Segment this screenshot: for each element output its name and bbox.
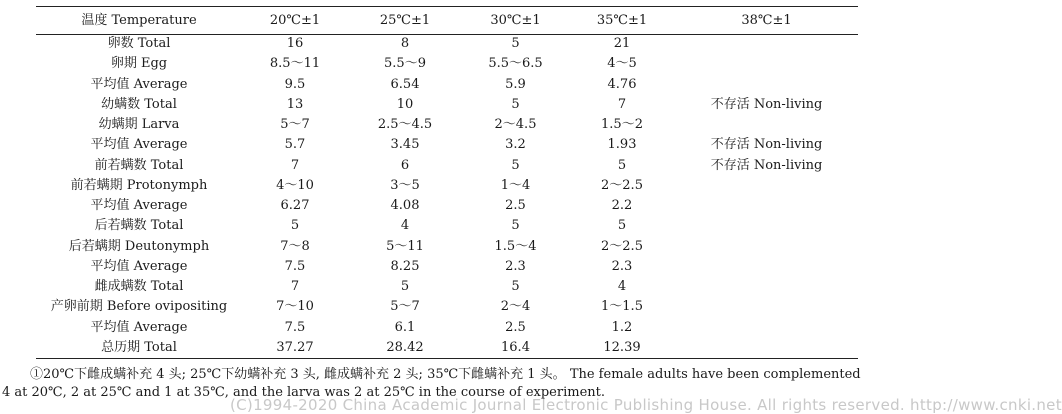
row-label: 雌成螨数 Total	[94, 279, 184, 294]
table-cell: 3.2	[505, 137, 526, 153]
table-cell: 28.42	[386, 339, 424, 355]
table-cell: 4～10	[276, 177, 314, 193]
table-cell: 2～4	[500, 299, 531, 315]
table-cell	[675, 196, 858, 216]
row-label: 平均值 Average	[90, 258, 188, 274]
table-cell	[675, 216, 858, 236]
table-cell: 1.93	[607, 137, 637, 153]
header-20c: 20℃±1	[269, 13, 321, 28]
table-cell	[675, 54, 858, 74]
table-row	[36, 75, 858, 95]
table-cell: 10	[396, 96, 414, 112]
table-cell: 1.5～2	[601, 117, 643, 132]
table-cell: 6.54	[390, 76, 420, 92]
row-label: 平均值 Average	[90, 137, 188, 153]
table-cell: 4	[400, 218, 410, 234]
row-label: 平均值 Average	[90, 198, 188, 213]
table-row	[36, 54, 858, 74]
table-cell: 6.27	[280, 198, 310, 213]
header-38c: 38℃±1	[741, 13, 792, 28]
row-label: 卵数 Total	[107, 36, 171, 51]
row-label: 后若螨期 Deutonymph	[68, 238, 210, 254]
table-bottom-rule	[36, 358, 858, 359]
table-cell: 5	[511, 279, 520, 294]
table-cell: 不存活 Non-living	[710, 157, 823, 173]
table-cell: 5	[511, 218, 520, 234]
table-row	[36, 156, 858, 176]
table-cell: 5.5～9	[384, 56, 426, 72]
footnote-line-1: ①20℃下雌成螨补充 4 头; 25℃下幼螨补充 3 头, 雌成螨补充 2 头; 35℃下雌螨补充 1 头。 The female adults have been complemented	[30, 367, 861, 382]
table-row	[36, 257, 858, 277]
table-cell: 4.76	[607, 76, 637, 92]
table-cell: 2.5	[505, 198, 526, 213]
table-cell: 4～5	[607, 56, 637, 72]
table-cell	[675, 257, 858, 277]
table-cell	[675, 277, 858, 297]
table-cell	[675, 176, 858, 196]
row-label: 幼螨期 Larva	[98, 117, 180, 132]
table-cell: 21	[613, 36, 631, 51]
table-cell: 5	[617, 157, 627, 173]
table-cell: 3～5	[390, 177, 420, 193]
table-cell: 16.4	[501, 339, 530, 355]
table-cell	[675, 75, 858, 95]
table-cell: 1.2	[611, 319, 633, 335]
header-temperature: 温度 Temperature	[81, 13, 197, 28]
table-cell: 5	[511, 96, 520, 112]
table-row	[36, 135, 858, 155]
table-body	[36, 34, 858, 358]
table-cell: 6	[400, 157, 410, 173]
row-label: 前若螨数 Total	[94, 157, 184, 173]
table-cell: 7	[617, 96, 627, 112]
header-30c: 30℃±1	[490, 13, 541, 28]
table-cell: 16	[286, 36, 304, 51]
table-cell: 2.3	[505, 258, 526, 274]
table-cell: 3.45	[390, 137, 420, 153]
table-cell: 7～10	[276, 299, 314, 315]
table-cell: 5～11	[386, 238, 424, 254]
table-cell: 7～8	[280, 238, 310, 254]
table-cell: 5～7	[390, 299, 420, 315]
table-row	[36, 277, 858, 297]
footnote-line-2: 4 at 20℃, 2 at 25℃ and 1 at 35℃, and the larva was 2 at 25℃ in the course of experiment.	[2, 385, 605, 400]
row-label: 产卵前期 Before ovipositing	[50, 299, 228, 315]
table-cell	[675, 237, 858, 257]
table-cell: 37.27	[276, 339, 314, 355]
row-label: 平均值 Average	[90, 76, 188, 92]
table-cell: 13	[286, 96, 304, 112]
table-row	[36, 34, 858, 54]
table-cell: 不存活 Non-living	[710, 96, 823, 112]
table-cell: 8.25	[390, 258, 420, 274]
table-row	[36, 196, 858, 216]
table-cell: 12.39	[603, 339, 641, 355]
row-label: 总历期 Total	[101, 339, 177, 355]
table-cell: 4.08	[390, 198, 420, 213]
table-cell: 5.7	[284, 137, 306, 153]
row-label: 前若螨期 Protonymph	[70, 177, 208, 193]
table-cell: 5	[400, 279, 410, 294]
table-cell: 5	[511, 36, 520, 51]
table-cell: 2.3	[611, 258, 633, 274]
table-cell: 2.5	[505, 319, 526, 335]
table-row	[36, 176, 858, 196]
header-35c: 35℃±1	[596, 13, 648, 28]
table-cell: 5	[617, 218, 627, 234]
table-cell: 5	[290, 218, 300, 234]
table-cell: 2～4.5	[494, 117, 537, 132]
table-row	[36, 216, 858, 236]
table-cell: 8	[400, 36, 410, 51]
table-row	[36, 338, 858, 358]
copyright-watermark: (C)1994-2020 China Academic Journal Electronic Publishing House. All rights reserved. http://www.cnki.net	[230, 396, 1062, 414]
table-cell: 6.1	[394, 319, 416, 335]
table-cell: 7	[290, 279, 300, 294]
table-cell: 5.9	[505, 76, 526, 92]
table-cell	[675, 297, 858, 317]
row-label: 后若螨数 Total	[94, 218, 184, 234]
table-cell: 2.5～4.5	[377, 117, 433, 132]
table-cell	[675, 34, 858, 54]
row-label: 卵期 Egg	[110, 56, 168, 72]
table-row	[36, 115, 858, 135]
table-cell: 1.5～4	[494, 238, 537, 254]
table-row	[36, 297, 858, 317]
table-cell	[675, 318, 858, 338]
table-cell: 5～7	[280, 117, 310, 132]
row-label: 幼螨数 Total	[101, 96, 177, 112]
row-label: 平均值 Average	[90, 319, 188, 335]
table-cell: 1～1.5	[601, 299, 643, 315]
table-cell	[675, 115, 858, 135]
table-header-row	[36, 7, 858, 34]
table-cell: 1～4	[500, 177, 531, 193]
table-row	[36, 318, 858, 338]
table-cell: 7.5	[284, 319, 306, 335]
development-table	[36, 7, 858, 358]
table-cell: 5.5～6.5	[488, 56, 543, 72]
table-cell: 不存活 Non-living	[710, 137, 823, 153]
table-footnote	[0, 366, 891, 402]
table-cell: 7.5	[284, 258, 306, 274]
table-cell: 2～2.5	[601, 238, 643, 254]
table-cell: 7	[290, 157, 300, 173]
table-row	[36, 237, 858, 257]
table-cell	[675, 338, 858, 358]
table-cell: 2.2	[611, 198, 633, 213]
table-cell: 2～2.5	[601, 177, 643, 193]
header-25c: 25℃±1	[379, 13, 431, 28]
table-cell: 5	[511, 157, 520, 173]
table-cell: 8.5～11	[269, 56, 321, 72]
table-cell: 9.5	[284, 76, 306, 92]
table-cell: 4	[617, 279, 627, 294]
table-row	[36, 95, 858, 115]
